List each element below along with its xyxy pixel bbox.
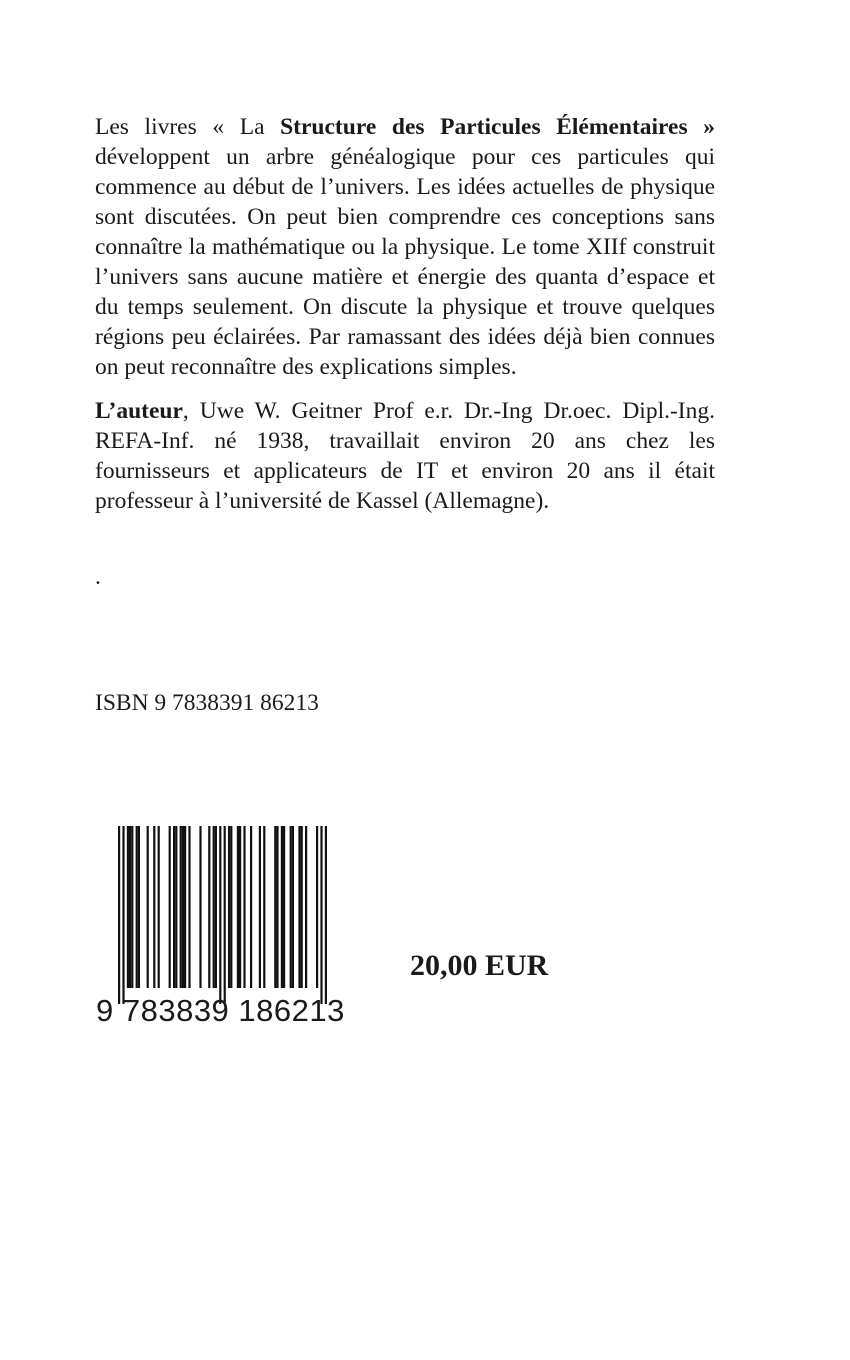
barcode-bar	[228, 826, 230, 988]
description-paragraph	[95, 112, 715, 382]
barcode-bar	[208, 826, 210, 988]
barcode-bar	[215, 826, 217, 988]
barcode-bar	[283, 826, 285, 988]
barcode-bar	[305, 826, 307, 988]
barcode-bars	[118, 826, 328, 1006]
barcode-bar	[131, 826, 133, 988]
barcode-bar	[158, 826, 160, 988]
barcode-bar	[281, 826, 283, 988]
description-intro: Les livres « La	[95, 114, 281, 140]
barcode-bar	[213, 826, 215, 988]
barcode-bar	[230, 826, 232, 988]
author-label: L’auteur	[95, 398, 183, 424]
barcode-bar	[122, 826, 124, 1004]
barcode-bar	[243, 826, 245, 988]
barcode-bar	[129, 826, 131, 988]
description-body: développent un arbre généalogique pour ces particules qui commence au début de l’univers. Les idées actuelles de physique sont discutées. On peut bien comprendre ces conceptions sans connaître la mathématique ou la physique. Le tome XIIf construit l’univers sans aucune matière et énergie des quanta d’espace et du temps seulement. On discute la physique et trouve quelques régions peu éclairées. Par ramassant des idées déjà bien connues on peut reconnaître des explications simples.	[95, 144, 715, 380]
barcode-bar	[199, 826, 201, 988]
barcode-bar	[274, 826, 276, 988]
barcode-bar	[292, 826, 294, 988]
barcode-bar	[180, 826, 182, 988]
barcode-bar	[250, 826, 252, 988]
author-bio: , Uwe W. Geitner Prof e.r. Dr.-Ing Dr.oec. Dipl.-Ing. REFA-Inf. né 1938, travaillait environ 20 ans chez les fournisseurs et applicateurs de IT et environ 20 ans il était professeur à l’université de Kassel (Allemagne).	[95, 398, 715, 514]
barcode-bar	[136, 826, 138, 988]
separator-dot: .	[95, 564, 101, 590]
barcode-bar	[147, 826, 149, 988]
barcode-bar	[237, 826, 239, 988]
price-label: 20,00 EUR	[410, 949, 549, 982]
barcode-bar	[316, 826, 318, 988]
isbn-text: ISBN 9 7838391 86213	[95, 690, 319, 716]
barcode-bar	[224, 826, 226, 1004]
barcode-bar	[320, 826, 322, 1004]
back-cover-text	[95, 112, 715, 516]
barcode-bar	[301, 826, 303, 988]
barcode-bar	[298, 826, 300, 988]
barcode-bar	[153, 826, 155, 988]
barcode-bar	[325, 826, 327, 1004]
barcode-bar	[259, 826, 261, 988]
barcode-bar	[290, 826, 292, 988]
barcode	[96, 826, 345, 1028]
series-title: Structure des Particules Élémentaires »	[280, 114, 715, 140]
barcode-bar	[239, 826, 241, 988]
barcode-bar	[138, 826, 140, 988]
barcode-bar	[169, 826, 171, 988]
barcode-bar	[127, 826, 129, 988]
barcode-bar	[173, 826, 175, 988]
barcode-digits: 9 783839 186213	[96, 993, 345, 1028]
barcode-bar	[276, 826, 278, 988]
barcode-bar	[188, 826, 190, 988]
barcode-bar	[219, 826, 221, 1004]
barcode-bar	[118, 826, 120, 1004]
barcode-bar	[175, 826, 177, 988]
barcode-bar	[263, 826, 265, 988]
barcode-bar	[182, 826, 184, 988]
author-paragraph	[95, 396, 715, 516]
barcode-bar	[184, 826, 186, 988]
